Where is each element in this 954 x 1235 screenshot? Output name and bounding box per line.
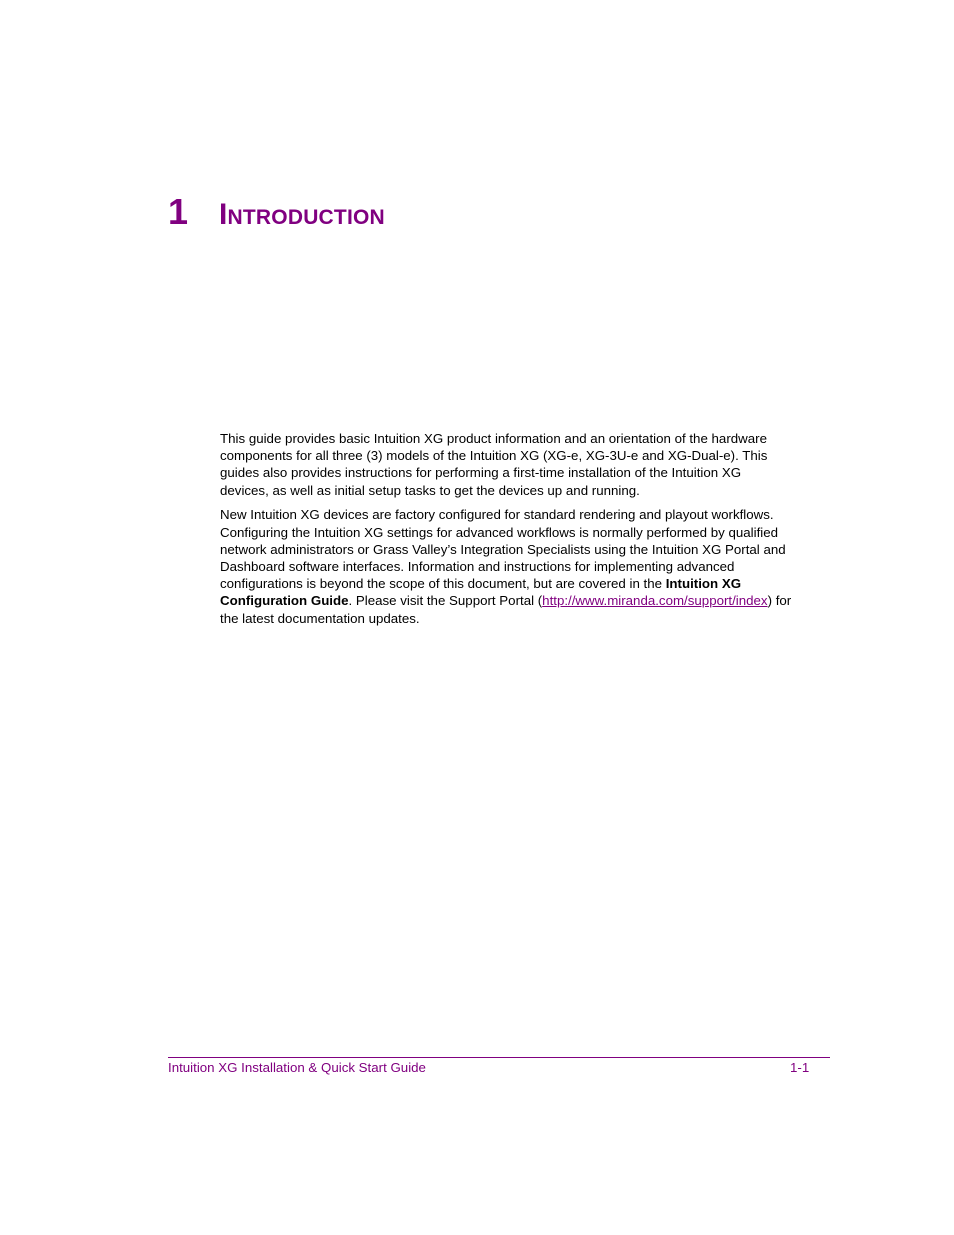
chapter-number: 1 bbox=[168, 191, 189, 232]
footer-divider bbox=[168, 1057, 830, 1058]
footer-guide-title: Intuition XG Installation & Quick Start Guide bbox=[168, 1060, 426, 1075]
configuration-paragraph bbox=[220, 506, 792, 626]
chapter-title: Introduction bbox=[219, 198, 385, 231]
configuration-text-1: New Intuition XG devices are factory configured for standard rendering and playout workflows. Configuring the Intuition XG settings for advanced workflows is normally performed by qualified network administrators or Grass Valley’s Integration Specialists using the Intuition XG Portal and Dashboard software interfaces. Information and instructions for implementing advanced configurations is beyond the scope of this document, but are covered in the bbox=[220, 507, 786, 592]
footer-page-number: 1-1 bbox=[790, 1060, 810, 1075]
configuration-guide-title: Intuition XG Configuration Guide bbox=[220, 576, 742, 609]
chapter-heading bbox=[168, 191, 385, 232]
configuration-text-2: . Please visit the Support Portal ( bbox=[348, 593, 543, 609]
configuration-text-3: ) for the latest documentation updates. bbox=[220, 593, 792, 626]
intro-paragraph: This guide provides basic Intuition XG product information and an orientation of the hardware components for all three (3) models of the Intuition XG (XG-e, XG-3U-e and XG-Dual-e). This guides also provides instructions for performing a first-time installation of the Intuition XG devices, as well as initial setup tasks to get the devices up and running. bbox=[220, 431, 768, 498]
support-portal-link[interactable]: http://www.miranda.com/support/index bbox=[542, 593, 768, 609]
body-text bbox=[220, 430, 792, 634]
